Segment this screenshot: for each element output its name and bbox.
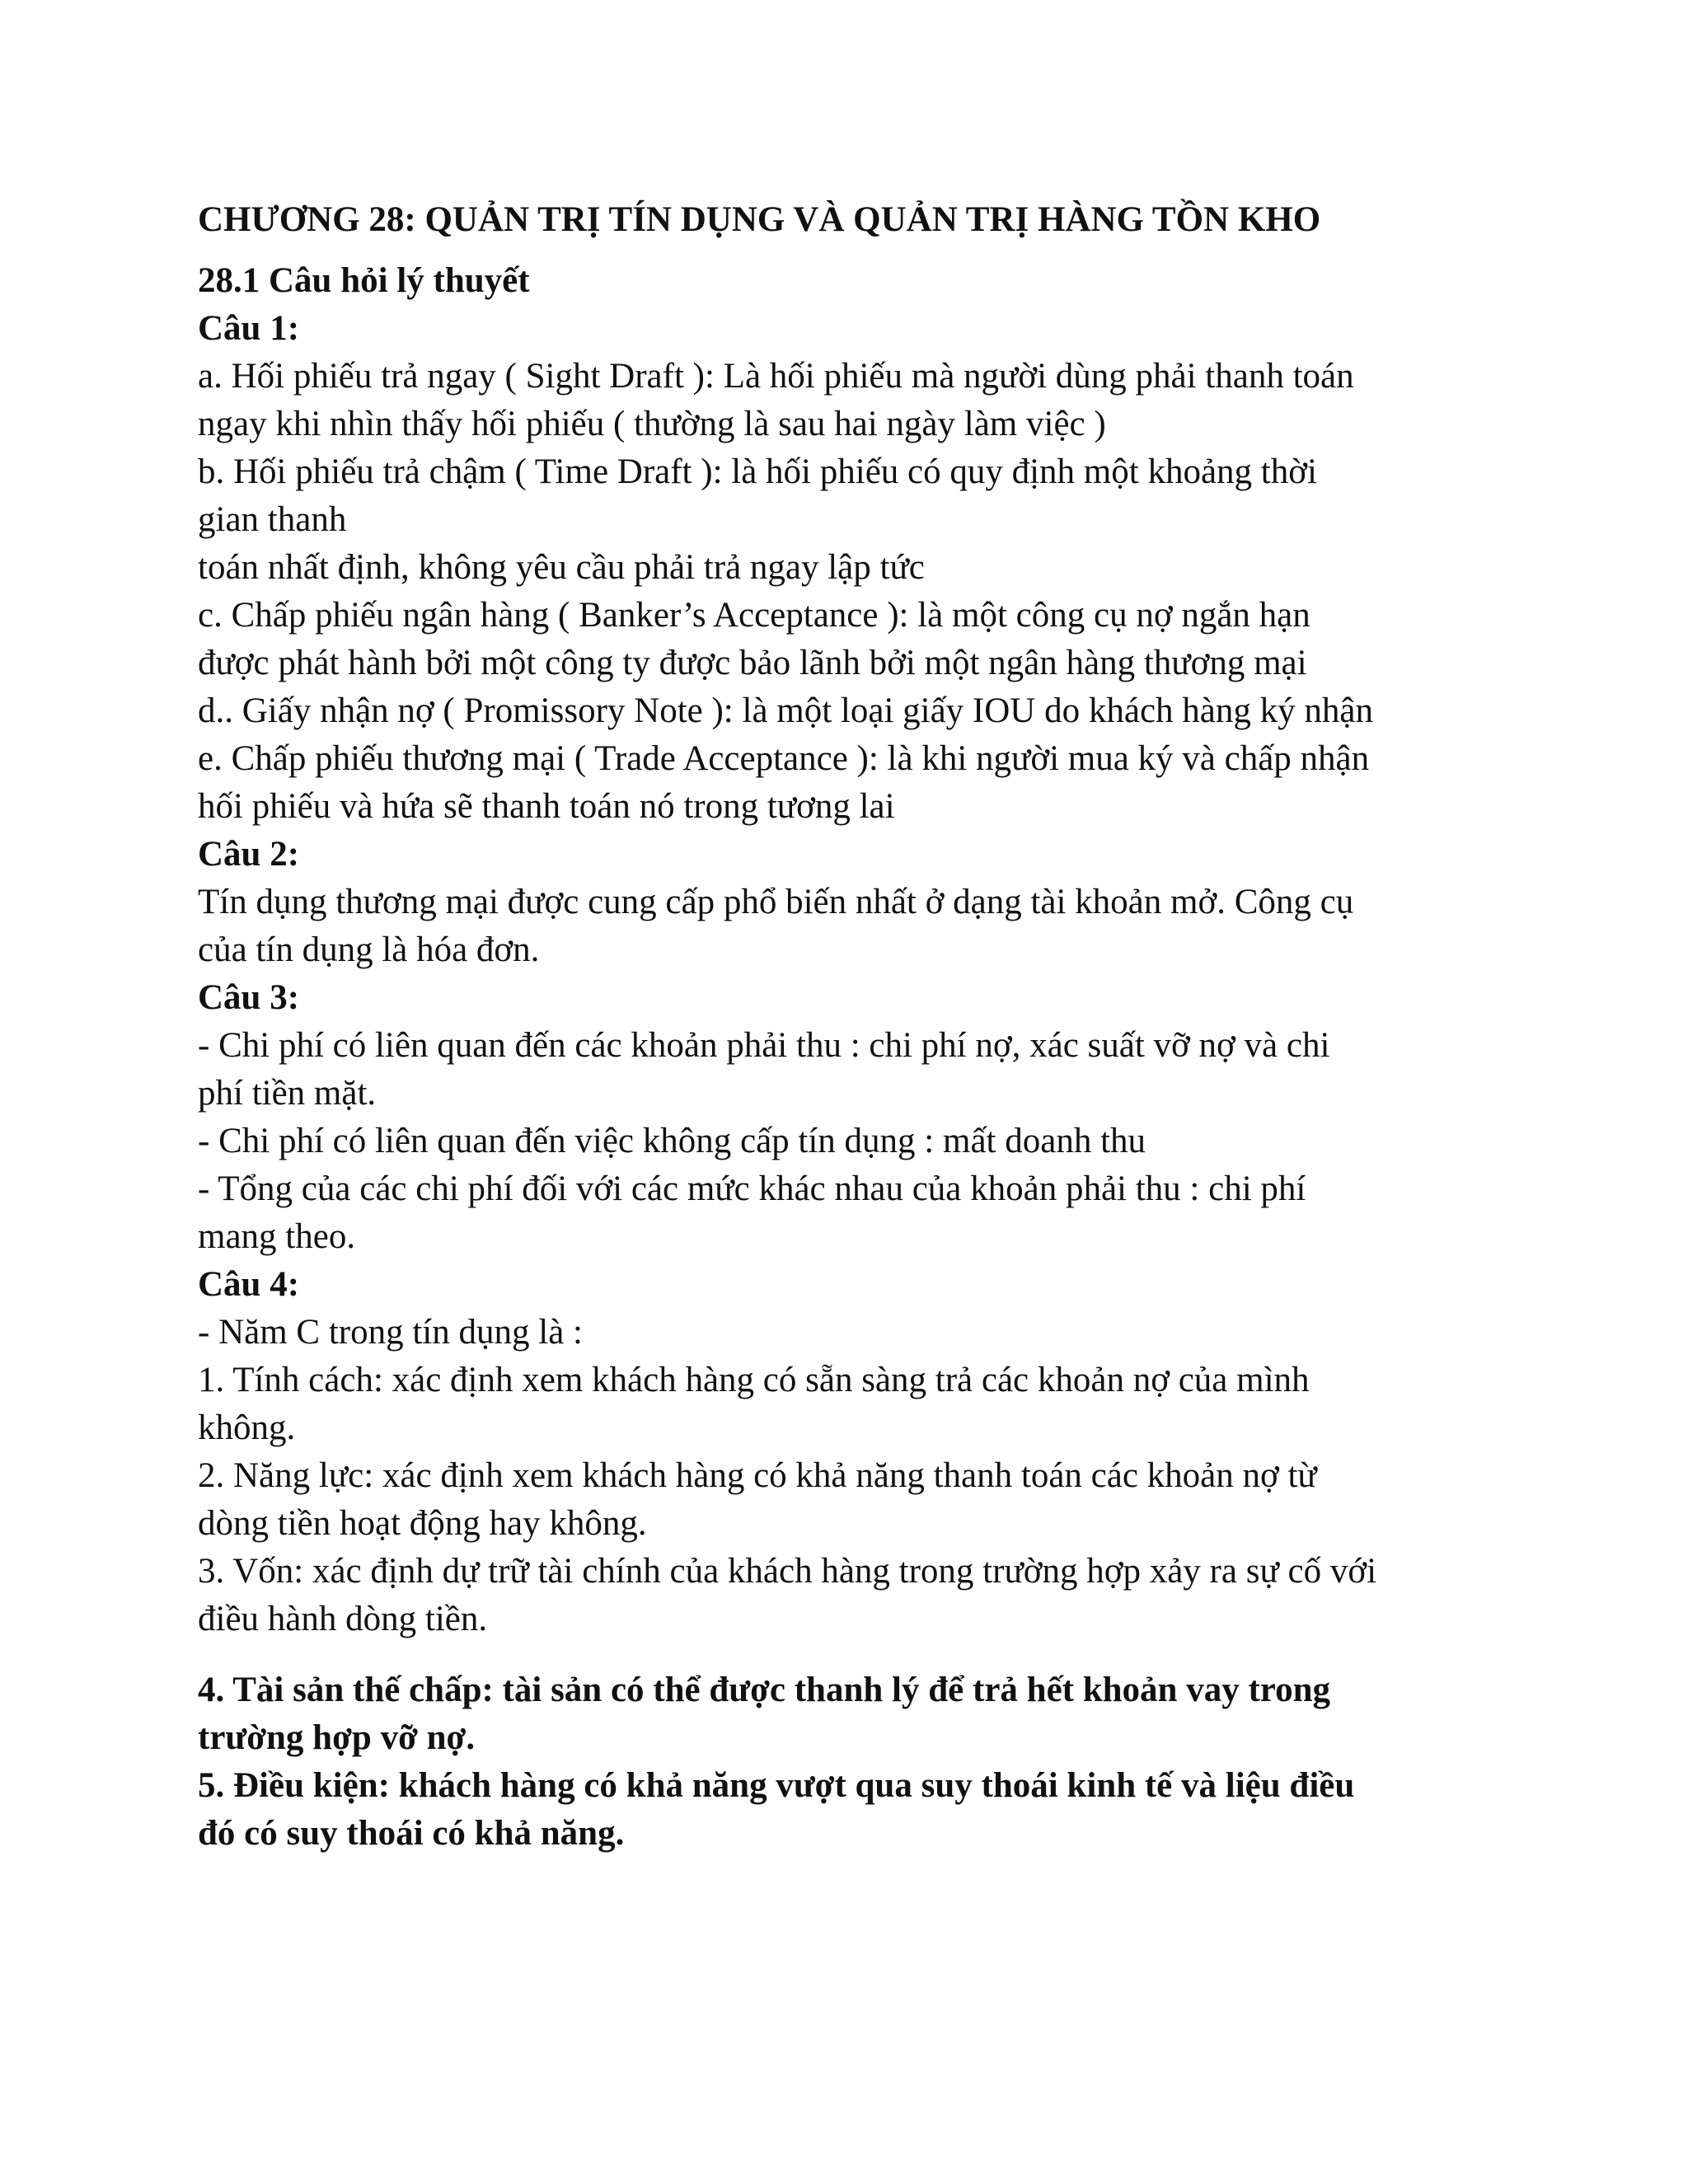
q4-line-3: không. <box>198 1408 296 1447</box>
question-1-label: Câu 1: <box>198 309 300 348</box>
q1-line-6: c. Chấp phiếu ngân hàng ( Banker’s Acceptance ): là một công cụ nợ ngắn hạn <box>198 596 1311 635</box>
q1-line-3: b. Hối phiếu trả chậm ( Time Draft ): là hối phiếu có quy định một khoảng thời <box>198 452 1317 491</box>
q3-line-4: - Tổng của các chi phí đối với các mức khác nhau của khoản phải thu : chi phí <box>198 1169 1306 1208</box>
q4-line-6: 3. Vốn: xác định dự trữ tài chính của khách hàng trong trường hợp xảy ra sự cố với <box>198 1552 1377 1591</box>
q1-line-8: d.. Giấy nhận nợ ( Promissory Note ): là một loại giấy IOU do khách hàng ký nhận <box>198 691 1373 730</box>
question-3-label: Câu 3: <box>198 978 300 1017</box>
q4-bold-line-3: 5. Điều kiện: khách hàng có khả năng vượt qua suy thoái kinh tế và liệu điều <box>198 1766 1355 1805</box>
section-heading: 28.1 Câu hỏi lý thuyết <box>198 261 530 300</box>
q4-line-7: điều hành dòng tiền. <box>198 1600 488 1638</box>
question-2-label: Câu 2: <box>198 835 300 874</box>
q1-line-4: gian thanh <box>198 500 347 539</box>
q3-line-2: phí tiền mặt. <box>198 1074 377 1113</box>
q3-line-1: - Chi phí có liên quan đến các khoản phải thu : chi phí nợ, xác suất vỡ nợ và chi <box>198 1026 1330 1065</box>
question-4-label: Câu 4: <box>198 1265 300 1304</box>
q1-line-10: hối phiếu và hứa sẽ thanh toán nó trong tương lai <box>198 787 895 826</box>
q1-line-9: e. Chấp phiếu thương mại ( Trade Acceptance ): là khi người mua ký và chấp nhận <box>198 739 1370 778</box>
q4-line-2: 1. Tính cách: xác định xem khách hàng có sẵn sàng trả các khoản nợ của mình <box>198 1361 1310 1399</box>
q1-line-2: ngay khi nhìn thấy hối phiếu ( thường là sau hai ngày làm việc ) <box>198 405 1106 443</box>
q4-bold-line-2: trường hợp vỡ nợ. <box>198 1718 476 1757</box>
q1-line-7: được phát hành bởi một công ty được bảo lãnh bởi một ngân hàng thương mại <box>198 644 1307 682</box>
q3-line-3: - Chi phí có liên quan đến việc không cấp tín dụng : mất doanh thu <box>198 1122 1146 1160</box>
chapter-title: CHƯƠNG 28: QUẢN TRỊ TÍN DỤNG VÀ QUẢN TRỊ HÀNG TỒN KHO <box>198 200 1321 239</box>
q1-line-5: toán nhất định, không yêu cầu phải trả ngay lập tức <box>198 548 925 587</box>
q4-bold-line-1: 4. Tài sản thế chấp: tài sản có thể được thanh lý để trả hết khoản vay trong <box>198 1671 1331 1709</box>
q2-line-2: của tín dụng là hóa đơn. <box>198 930 540 969</box>
q4-bold-line-4: đó có suy thoái có khả năng. <box>198 1814 625 1853</box>
q4-line-4: 2. Năng lực: xác định xem khách hàng có khả năng thanh toán các khoản nợ từ <box>198 1456 1317 1495</box>
paragraph-gap <box>198 1643 1500 1666</box>
q1-line-1: a. Hối phiếu trả ngay ( Sight Draft ): Là hối phiếu mà người dùng phải thanh toán <box>198 357 1354 396</box>
q4-line-5: dòng tiền hoạt động hay không. <box>198 1504 647 1543</box>
q2-line-1: Tín dụng thương mại được cung cấp phổ biến nhất ở dạng tài khoản mở. Công cụ <box>198 883 1354 921</box>
q4-line-1: - Năm C trong tín dụng là : <box>198 1313 583 1352</box>
q3-line-5: mang theo. <box>198 1217 356 1256</box>
document-content <box>198 196 1500 1858</box>
